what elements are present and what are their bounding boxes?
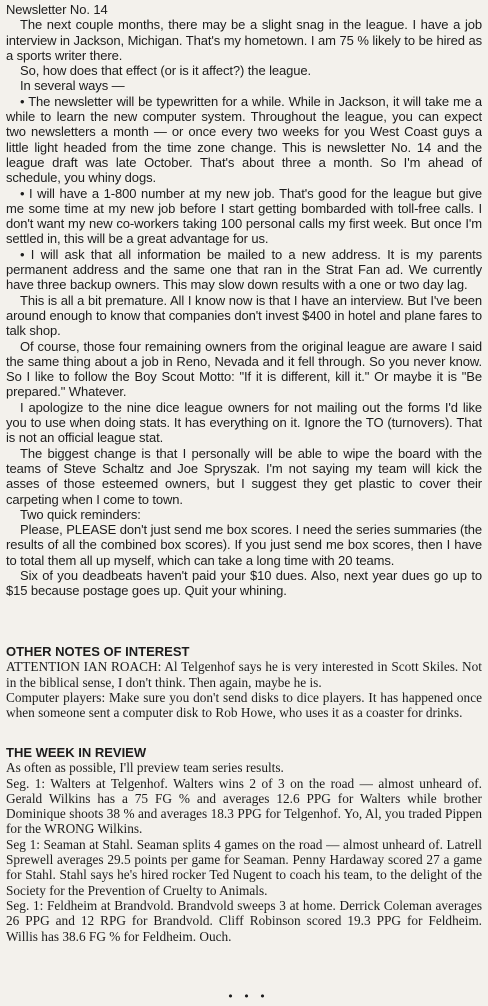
intro-paragraph: Six of you deadbeats haven't paid your $10 dues. Also, next year dues go up to $15 because postage goes up. Quit your whining. xyxy=(6,567,482,599)
intro-paragraph: In several ways — xyxy=(20,78,125,94)
intro-paragraph: Please, PLEASE don't just send me box scores. I need the series summaries (the results of all the combined box scores). If you just send me box scores, then I have to total them all up myself, which can take a long time with 20 teams. xyxy=(6,522,482,568)
end-mark: • • • xyxy=(227,990,269,1003)
bullet-paragraph: • I will ask that all information be mailed to a new address. It is my parents permanent address and the same one that ran in the Strat Fan ad. We currently have three backup owners. This may slow down results with a one or two day lag. xyxy=(6,246,482,293)
other-notes-heading: OTHER NOTES OF INTEREST xyxy=(6,644,190,659)
note-paragraph: Computer players: Make sure you don't send disks to dice players. It has happened once when someone sent a computer disk to Rob Howe, who uses it as a coaster for drinks. xyxy=(6,689,482,721)
note-paragraph: ATTENTION IAN ROACH: Al Telgenhof says he is very interested in Scott Skiles. Not in the biblical sense, I don't think. Then again, maybe he is. xyxy=(6,659,482,690)
intro-paragraph: The biggest change is that I personally will be able to wipe the board with the teams of Steve Schaltz and Joe Spryszak. I'm not saying my team will kick the asses of those esteemed owners, but I suggest they get plastic to cover their carpeting when I come to town. xyxy=(6,445,482,507)
intro-paragraph: The next couple months, there may be a slight snag in the league. I have a job interview in Jackson, Michigan. That's my hometown. I am 75 % likely to be hired as a sports writer there. xyxy=(6,17,482,63)
intro-paragraph: I apologize to the nine dice league owners for not mailing out the forms I'd like you to use when doing stats. It has everything on it. Ignore the TO (turnovers). That is not an official league stat. xyxy=(6,399,482,446)
newsletter-title: Newsletter No. 14 xyxy=(6,2,108,17)
intro-paragraph: This is all a bit premature. All I know now is that I have an interview. But I've been around enough to know that companies don't invest $400 in hotel and plane fares to talk shop. xyxy=(6,292,482,339)
week-in-review-heading: THE WEEK IN REVIEW xyxy=(6,745,147,760)
review-paragraph: Seg. 1: Feldheim at Brandvold. Brandvold sweeps 3 at home. Derrick Coleman averages 26 PPG and 12 RPG for Brandvold. Cliff Robinson scored 19.3 PPG for Feldheim. Willis has 38.6 FG % for Feldheim. Ouch. xyxy=(6,897,482,944)
other-notes-section xyxy=(6,644,482,745)
review-paragraph: Seg 1: Seaman at Stahl. Seaman splits 4 games on the road — almost unheard of. Latrell Sprewell averages 29.5 points per game for Seaman. Penny Hardaway scored 27 a game for Stahl. Stahl says he's hired rocker Ted Nugent to coach his team, to the delight of the Society for the Prevention of Cruelty to Animals. xyxy=(6,836,482,898)
intro-paragraph: So, how does that effect (or is it affect?) the league. xyxy=(20,63,312,79)
intro-paragraph: Of course, those four remaining owners from the original league are aware I said the same thing about a job in Reno, Nevada and it fell through. So you never know. So I like to follow the Boy Scout Motto: "If it is different, kill it." Or maybe it is "Be prepared." Whatever. xyxy=(6,338,482,400)
bullet-paragraph: • The newsletter will be typewritten for a while. While in Jackson, it will take me a while to learn the new computer system. Throughout the league, you can expect two newsletters a month — or once every two weeks for you West Coast guys a little light headed from the time zone change. This is newsletter No. 14 and the league draft was late October. That's about three a month. So I'm ahead of schedule, you whiny dogs. xyxy=(6,93,482,186)
intro-paragraph: Two quick reminders: xyxy=(20,506,141,522)
review-paragraph: Seg. 1: Walters at Telgenhof. Walters wins 2 of 3 on the road — almost unheard of. Gerald Wilkins has a 75 FG % and averages 12.6 PPG for Walters while brother Dominique shoots 38 % and averages 18.3 PPG for Telgenhof. Yo, Al, you traded Pippen for the WRONG Wilkins. xyxy=(6,775,482,837)
bullet-paragraph: • I will have a 1-800 number at my new job. That's good for the league but give me some time at my new job before I start getting bombarded with toll-free calls. I don't want my new co-workers taking 100 personal calls my first week. But once I'm settled in, this will be a great advantage for us. xyxy=(6,185,482,247)
week-in-review-section xyxy=(6,745,482,991)
review-paragraph: As often as possible, I'll preview team series results. xyxy=(6,760,284,776)
intro-section xyxy=(6,2,482,644)
